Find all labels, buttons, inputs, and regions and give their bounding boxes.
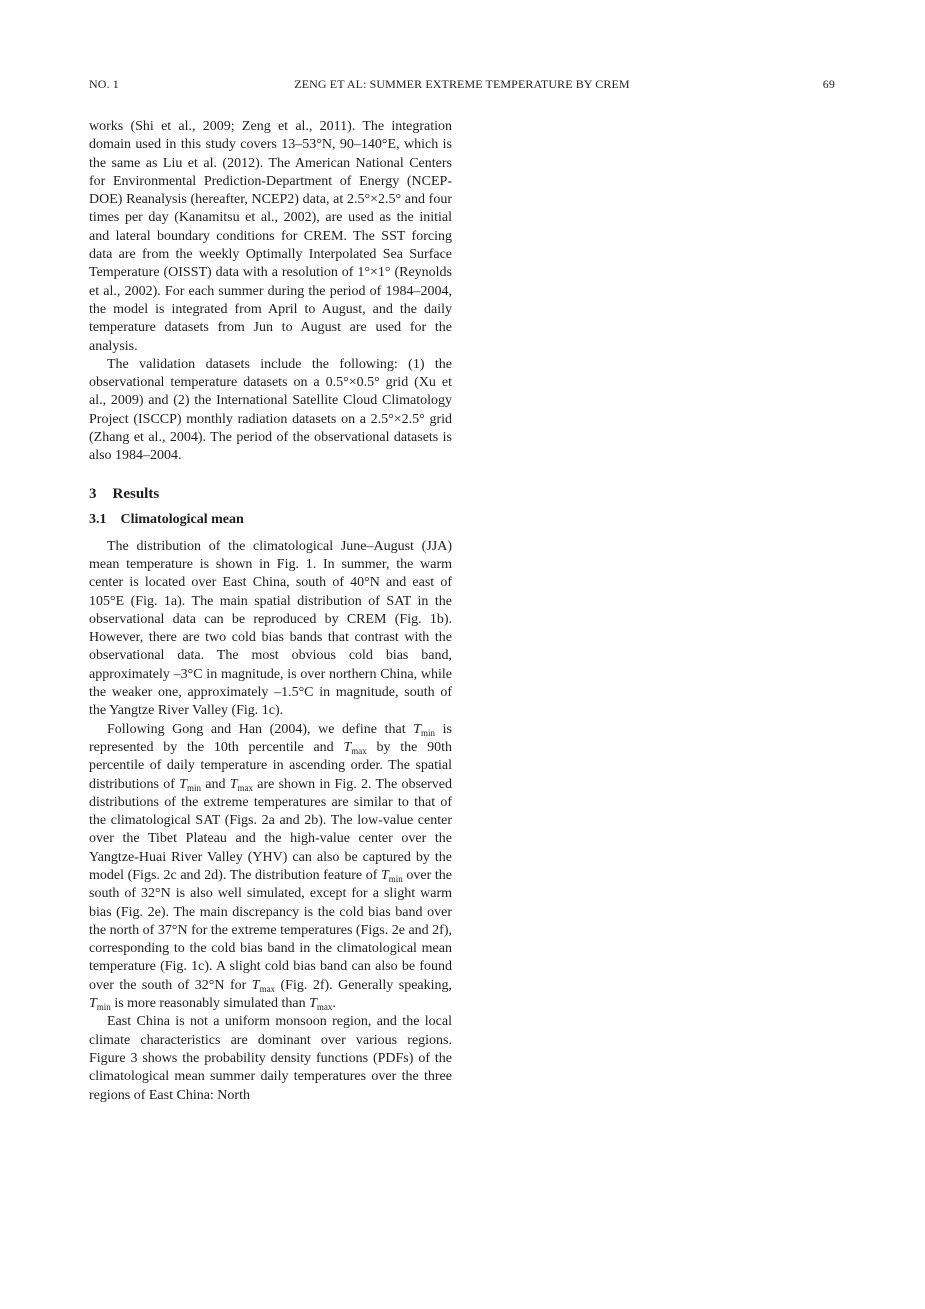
running-title: ZENG ET AL: SUMMER EXTREME TEMPERATURE BY CREM	[294, 77, 630, 91]
symbol-t: T	[380, 867, 389, 883]
subscript-max: max	[316, 1002, 333, 1013]
paragraph-jja-mean: The distribution of the climatological June–August (JJA) mean temperature is shown in Fig. 1. In summer, the warm center is located over East China, south of 40°N and east of 105°E (Fig. 1a). The main spatial distribution of SAT in the observational data can be reproduced by CREM (Fig. 1b). However, there are two cold bias bands that contrast with the observational data. The most obvious cold bias band, approximately –3°C in magnitude, is over northern China, while the weaker one, approximately –1.5°C in magnitude, south of the Yangtze River Valley (Fig. 1c).	[89, 538, 452, 719]
subscript-max: max	[237, 782, 253, 793]
running-header	[89, 77, 835, 95]
section-title: Results	[112, 485, 160, 502]
paragraph-validation: The validation datasets include the following: (1) the observational temperature datasets on a 0.5°×0.5° grid (Xu et al., 2009) and (2) the International Satellite Cloud Climatology Project (ISCCP) monthly radiation datasets on a 2.5°×2.5° grid (Zhang et al., 2004). The period of the observational datasets is also 1984–2004.	[89, 356, 452, 464]
paragraph-datasets: works (Shi et al., 2009; Zeng et al., 2011). The integration domain used in this study covers 13–53°N, 90–140°E, which is the same as Liu et al. (2012). The American National Centers for Environmental Prediction-Department of Energy (NCEP-DOE) Reanalysis (hereafter, NCEP2) data, at 2.5°×2.5° and four times per day (Kanamitsu et al., 2002), are used as the initial and lateral boundary conditions for CREM. The SST forcing data are from the weekly Optimally Interpolated Sea Surface Temperature (OISST) data with a resolution of 1°×1° (Reynolds et al., 2002). For each summer during the period of 1984–2004, the model is integrated from April to August, and the daily temperature datasets from Jun to August are used for the analysis.	[89, 119, 452, 354]
subscript-max: max	[259, 983, 276, 994]
section-number: 3	[89, 485, 97, 502]
symbol-t: T	[89, 996, 97, 1012]
subscript-min: min	[186, 782, 201, 793]
paragraph-regional-pdfs: East China is not a uniform monsoon region, and the local climate characteristics are dominant over various regions. Figure 3 shows the probability density functions (PDFs) of the climatological mean summer daily temperatures over the three regions of East China: North	[89, 1014, 452, 1103]
page-number: 69	[822, 77, 835, 91]
subscript-min: min	[96, 1002, 111, 1013]
subsection-title: Climatological mean	[120, 511, 244, 527]
paragraph-extreme-temperature: Following Gong and Han (2004), we define that $T_{min}$ is represented by the 10th percentile and $T_{max}$ by the 90th percentile of daily temperature in ascending order. The spatial distributions of $T_{min}$ and $T_{max}$ are shown in Fig. 2. The observed distributions of the extreme temperatures are similar to that of the climatological SAT (Figs. 2a and 2b). The low-value center over the Tibet Plateau and the high-value center over the Yangtze-Huai River Valley (YHV) can also be captured by the model (Figs. 2c and 2d). The distribution feature of $T_{min}$ over the south of 32°N is also well simulated, except for a slight warm bias (Fig. 2e). The main discrepancy is the cold bias band over the north of 37°N for the extreme temperatures (Figs. 2e and 2f), corresponding to the cold bias band in the climatological mean temperature (Fig. 1c). A slight cold bias band can also be found over the south of 32°N for $T_{max}$ (Fig. 2f). Generally speaking, $T_{min}$ is more reasonably simulated than $T_{max}$.	[89, 721, 453, 1013]
subscript-min: min	[421, 727, 436, 738]
symbol-t: T	[413, 721, 422, 737]
left-text-column	[89, 118, 452, 1105]
subscript-max: max	[351, 745, 367, 756]
subscript-min: min	[388, 873, 403, 884]
subsection-number: 3.1	[89, 511, 107, 527]
symbol-t: T	[179, 776, 187, 792]
symbol-t: T	[251, 977, 260, 993]
subsection-heading-climatological-mean	[89, 510, 452, 530]
symbol-t: T	[309, 996, 317, 1012]
symbol-t: T	[343, 739, 352, 755]
section-heading-results	[89, 482, 452, 506]
journal-issue: NO. 1	[89, 77, 119, 91]
symbol-t: T	[229, 776, 238, 792]
